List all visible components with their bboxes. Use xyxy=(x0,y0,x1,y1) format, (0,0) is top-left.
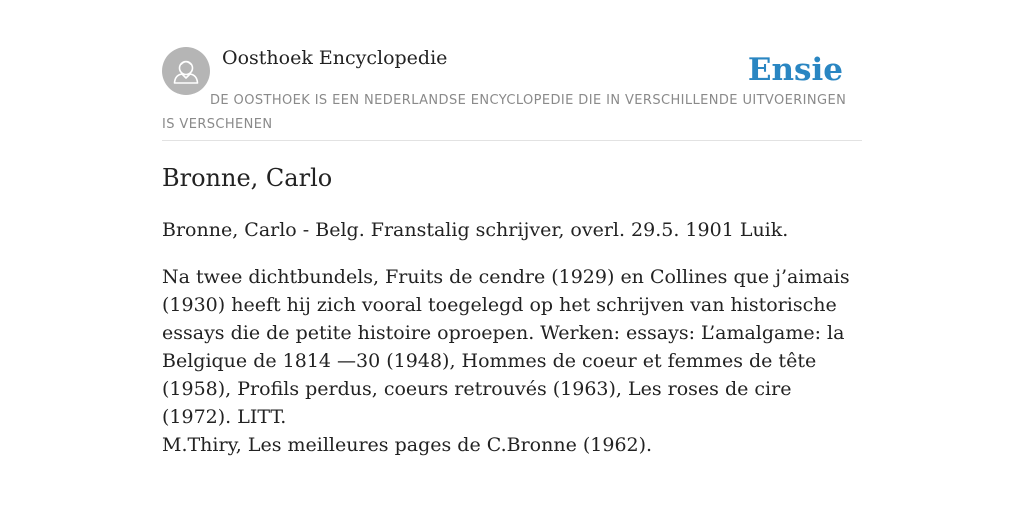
source-header xyxy=(162,46,862,141)
source-tagline: DE OOSTHOEK IS EEN NEDERLANDSE ENCYCLOPEDIE DIE IN VERSCHILLENDE UITVOERINGEN IS VERSCHENEN xyxy=(162,93,847,132)
article-intro: Bronne, Carlo - Belg. Franstalig schrijver, overl. 29.5. 1901 Luik. xyxy=(162,219,789,241)
user-icon xyxy=(162,47,210,95)
article-reference: M.Thiry, Les meilleures pages de C.Bronne (1962). xyxy=(162,434,653,456)
article-body: Na twee dichtbundels, Fruits de cendre (1929) en Collines que j’aimais (1930) heeft hij zich vooral toegelegd op het schrijven van historische essays die de petite histoire oproepen. Werken: essays: L’amalgame: la Belgique de 1814 —30 (1948), Hommes de coeur et femmes de tête (1958), Profils perdus, coeurs retrouvés (1963), Les roses de cire (1972). LITT. xyxy=(162,266,850,428)
article-title: Bronne, Carlo xyxy=(162,164,333,192)
source-name[interactable]: Oosthoek Encyclopedie xyxy=(222,47,448,69)
brand-logo[interactable]: Ensie xyxy=(747,52,843,88)
source-avatar[interactable] xyxy=(162,47,210,95)
